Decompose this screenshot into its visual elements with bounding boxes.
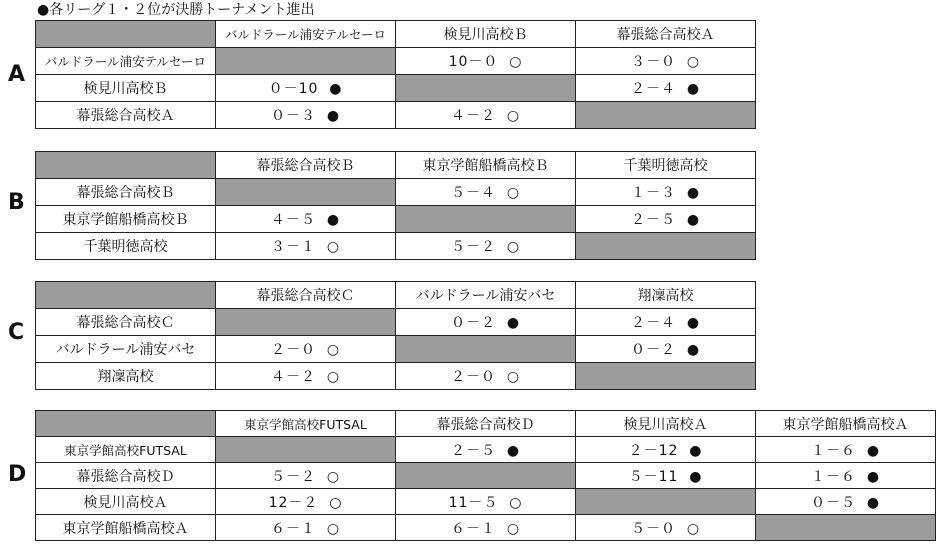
score-text: １－３: [631, 185, 676, 201]
result-cell: [756, 463, 936, 489]
loss-mark-icon: ●: [866, 494, 880, 511]
table-row: [36, 102, 756, 129]
loss-mark-icon: ●: [686, 185, 700, 201]
self-match-cell: [396, 75, 576, 102]
row-header: 東京学館船橋高校Ｂ: [36, 206, 216, 233]
score-text: ５－２: [451, 239, 496, 255]
column-header: 検見川高校Ｂ: [396, 21, 576, 48]
score-text: ０－５: [811, 494, 856, 511]
self-match-cell: [576, 102, 756, 129]
row-header: バルドラール浦安テルセーロ: [36, 48, 216, 75]
column-header: 翔凜高校: [576, 282, 756, 309]
result-cell: [396, 233, 576, 260]
loss-mark-icon: ●: [866, 468, 880, 485]
table-row: [36, 336, 756, 363]
column-header: 東京学館船橋高校Ａ: [756, 411, 936, 437]
corner-cell: [36, 21, 216, 48]
win-mark-icon: ○: [509, 54, 522, 70]
league-label-b: B: [8, 190, 25, 215]
score-text: ５－11: [628, 468, 679, 485]
table-row: [36, 309, 756, 336]
score-text: ６－１: [451, 520, 496, 537]
result-cell: [216, 463, 396, 489]
league-label-a: A: [8, 62, 26, 87]
score-text: 11－５: [448, 494, 499, 511]
loss-mark-icon: ●: [326, 108, 340, 124]
result-cell: [216, 515, 396, 541]
win-mark-icon: ○: [506, 108, 520, 124]
row-header: 東京学館船橋高校Ａ: [36, 515, 216, 541]
self-match-cell: [396, 336, 576, 363]
score-text: ５－０: [631, 520, 676, 537]
row-header: 検見川高校Ａ: [36, 489, 216, 515]
result-cell: [576, 336, 756, 363]
loss-mark-icon: ●: [326, 212, 340, 228]
score-text: 12－２: [268, 494, 319, 511]
score-text: ２－５: [451, 442, 496, 459]
row-header: 幕張総合高校Ｂ: [36, 179, 216, 206]
column-header: 幕張総合高校Ｃ: [216, 282, 396, 309]
table-row: [36, 489, 936, 515]
loss-mark-icon: ●: [686, 342, 700, 358]
loss-mark-icon: ●: [686, 81, 700, 97]
result-cell: [396, 515, 576, 541]
score-text: ５－４: [451, 185, 496, 201]
score-text: ２－４: [631, 315, 676, 331]
column-header: 東京学館高校FUTSAL: [216, 411, 396, 437]
column-header: バルドラール浦安テルセーロ: [216, 21, 396, 48]
score-text: ６－１: [271, 520, 316, 537]
table-row: [36, 437, 936, 463]
score-text: ０－２: [631, 342, 676, 358]
self-match-cell: [216, 437, 396, 463]
table-row: [36, 463, 936, 489]
self-match-cell: [396, 206, 576, 233]
win-mark-icon: ○: [326, 369, 340, 385]
score-text: ０－２: [451, 315, 496, 331]
self-match-cell: [576, 363, 756, 390]
self-match-cell: [216, 309, 396, 336]
column-header: 幕張総合高校Ｄ: [396, 411, 576, 437]
row-header: 東京学館高校FUTSAL: [36, 437, 216, 463]
result-cell: [576, 179, 756, 206]
league-label-c: C: [8, 320, 25, 345]
score-text: ０－３: [271, 108, 316, 124]
loss-mark-icon: ●: [329, 81, 342, 97]
result-cell: [216, 336, 396, 363]
self-match-cell: [576, 233, 756, 260]
self-match-cell: [576, 489, 756, 515]
page-title: ●各リーグ１・２位が決勝トーナメント進出: [37, 2, 315, 18]
league-label-d: D: [8, 462, 27, 487]
score-text: １－６: [811, 442, 856, 459]
column-header: バルドラール浦安バセ: [396, 282, 576, 309]
win-mark-icon: ○: [326, 520, 340, 537]
win-mark-icon: ○: [506, 369, 520, 385]
score-text: ４－２: [451, 108, 496, 124]
league-c-table: [35, 281, 756, 390]
result-cell: [216, 102, 396, 129]
score-text: ４－２: [271, 369, 316, 385]
result-cell: [576, 75, 756, 102]
row-header: 幕張総合高校Ｄ: [36, 463, 216, 489]
column-header: 幕張総合高校Ａ: [576, 21, 756, 48]
column-header: 東京学館船橋高校Ｂ: [396, 152, 576, 179]
table-row: [36, 179, 756, 206]
win-mark-icon: ○: [506, 520, 520, 537]
row-header: 検見川高校Ｂ: [36, 75, 216, 102]
score-text: ４－５: [271, 212, 316, 228]
result-cell: [396, 48, 576, 75]
loss-mark-icon: ●: [686, 212, 700, 228]
loss-mark-icon: ●: [866, 442, 880, 459]
row-header: 幕張総合高校Ｃ: [36, 309, 216, 336]
score-text: ３－１: [271, 239, 316, 255]
self-match-cell: [756, 515, 936, 541]
result-cell: [216, 75, 396, 102]
table-row: [36, 48, 756, 75]
row-header: 幕張総合高校Ａ: [36, 102, 216, 129]
corner-cell: [36, 411, 216, 437]
result-cell: [396, 437, 576, 463]
loss-mark-icon: ●: [689, 468, 702, 485]
league-b-table: [35, 151, 756, 260]
result-cell: [396, 363, 576, 390]
win-mark-icon: ○: [326, 342, 340, 358]
table-row: [36, 75, 756, 102]
score-text: ３－０: [631, 54, 676, 70]
row-header: バルドラール浦安バセ: [36, 336, 216, 363]
score-text: ２－４: [631, 81, 676, 97]
result-cell: [756, 437, 936, 463]
score-text: ５－２: [271, 468, 316, 485]
score-text: ２－12: [628, 442, 679, 459]
column-header: 千葉明徳高校: [576, 152, 756, 179]
win-mark-icon: ○: [326, 239, 340, 255]
result-cell: [576, 437, 756, 463]
score-text: ２－０: [271, 342, 316, 358]
column-header: 幕張総合高校Ｂ: [216, 152, 396, 179]
row-header: 千葉明徳高校: [36, 233, 216, 260]
result-cell: [216, 206, 396, 233]
self-match-cell: [216, 179, 396, 206]
result-cell: [216, 489, 396, 515]
win-mark-icon: ○: [506, 185, 520, 201]
loss-mark-icon: ●: [506, 315, 520, 331]
result-cell: [576, 206, 756, 233]
result-cell: [576, 515, 756, 541]
result-cell: [396, 102, 576, 129]
table-row: [36, 233, 756, 260]
league-a-table: [35, 20, 756, 129]
win-mark-icon: ○: [506, 239, 520, 255]
win-mark-icon: ○: [686, 520, 700, 537]
score-text: ０－10: [268, 81, 319, 97]
result-cell: [216, 233, 396, 260]
score-text: 10－０: [448, 54, 499, 70]
column-header: 検見川高校Ａ: [576, 411, 756, 437]
loss-mark-icon: ●: [689, 442, 702, 459]
result-cell: [396, 489, 576, 515]
loss-mark-icon: ●: [686, 315, 700, 331]
result-cell: [216, 363, 396, 390]
row-header: 翔凜高校: [36, 363, 216, 390]
win-mark-icon: ○: [509, 494, 522, 511]
self-match-cell: [216, 48, 396, 75]
score-text: ２－５: [631, 212, 676, 228]
loss-mark-icon: ●: [506, 442, 520, 459]
result-cell: [756, 489, 936, 515]
score-text: １－６: [811, 468, 856, 485]
result-cell: [576, 48, 756, 75]
league-d-table: [35, 410, 936, 541]
result-cell: [396, 309, 576, 336]
table-row: [36, 363, 756, 390]
corner-cell: [36, 282, 216, 309]
win-mark-icon: ○: [326, 468, 340, 485]
self-match-cell: [396, 463, 576, 489]
result-cell: [576, 463, 756, 489]
result-cell: [396, 179, 576, 206]
table-row: [36, 206, 756, 233]
table-row: [36, 515, 936, 541]
win-mark-icon: ○: [329, 494, 342, 511]
win-mark-icon: ○: [686, 54, 700, 70]
result-cell: [576, 309, 756, 336]
corner-cell: [36, 152, 216, 179]
score-text: ２－０: [451, 369, 496, 385]
